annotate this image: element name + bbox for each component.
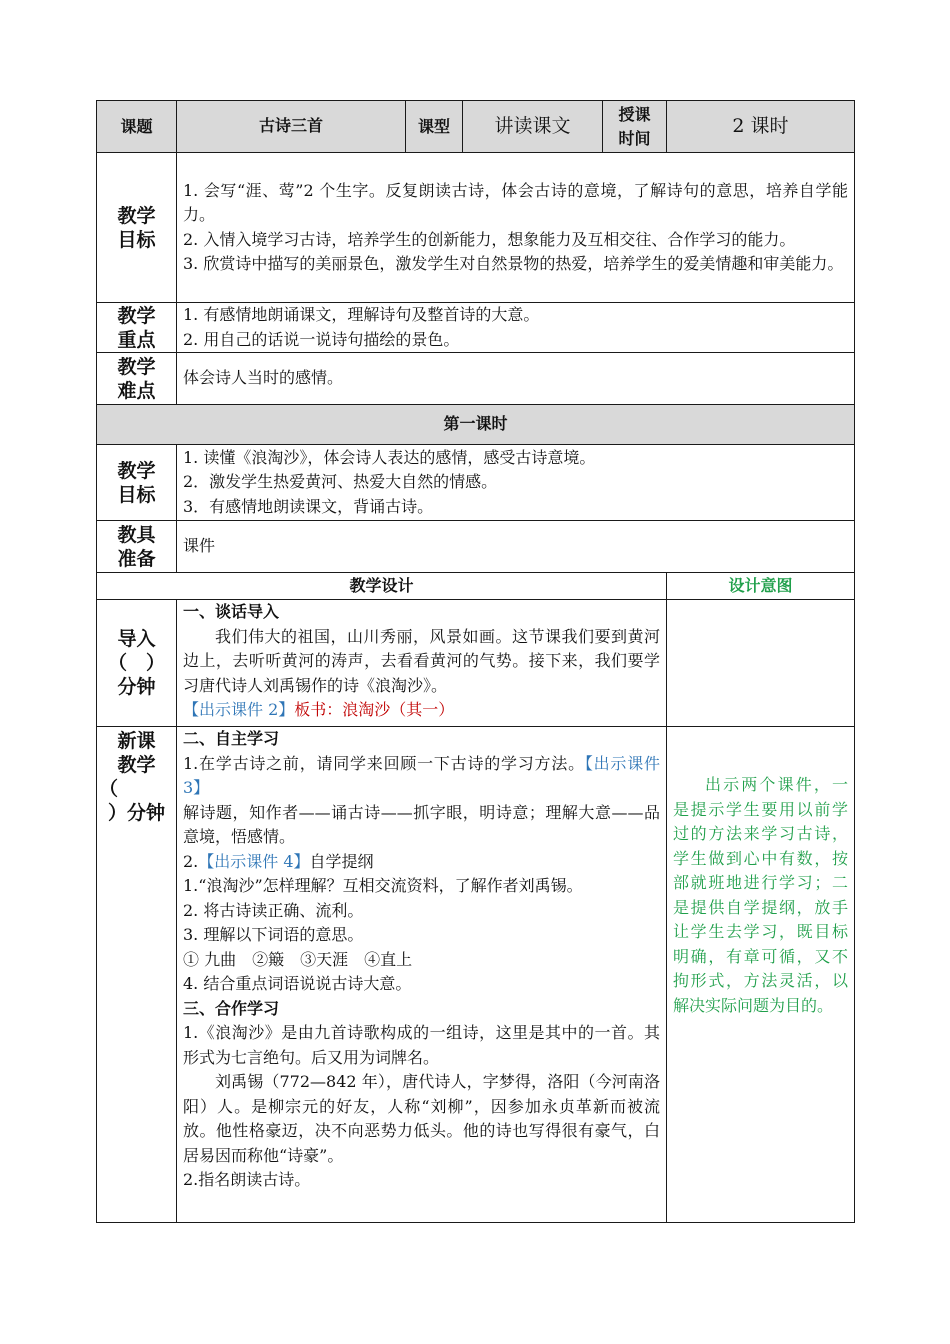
topic-value: 古诗三首: [177, 101, 406, 153]
lesson1-title: 第一课时: [97, 405, 855, 445]
outline-line: [183, 850, 660, 875]
intro-paragraph: 我们伟大的祖国，山川秀丽，风景如画。这节课我们要到黄河边上，去听听黄河的涛声，去看看黄河的气势。接下来，我们要学习唐代诗人刘禹锡作的诗《浪淘沙》。: [183, 626, 660, 695]
tools-row: [97, 521, 855, 573]
lesson-plan-table: [96, 100, 855, 1223]
goal-item: 3. 欣赏诗中描写的美丽景色，激发学生对自然景物的热爱，培养学生的爱美情趣和审美能力。: [183, 254, 844, 273]
time-label: 授课时间: [603, 101, 667, 153]
key-point-item: 1. 有感情地朗诵课文，理解诗句及整首诗的大意。: [183, 305, 540, 324]
tools-value: 课件: [177, 521, 855, 573]
lesson1-title-row: [97, 405, 855, 445]
intro-label-2: （ ）: [107, 652, 165, 674]
courseware-2-tag: 【出示课件 2】: [183, 700, 295, 719]
outline-item: 2. 将古诗读正确、流利。: [183, 900, 364, 920]
design-header: 教学设计: [97, 573, 667, 600]
intro-label-1: 导入: [117, 628, 156, 650]
intro-courseware-line: [183, 698, 660, 723]
design-header-row: [97, 573, 855, 600]
intro-row: [97, 600, 855, 727]
method-steps: 解诗题，知作者——诵古诗——抓字眼，明诗意；理解大意——品意境，悟感情。: [183, 802, 660, 846]
courseware-3-tag: 【出示课件 3】: [183, 753, 660, 797]
goals-content: [177, 153, 855, 303]
goals-label: 教学目标: [97, 153, 177, 303]
key-points-content: [177, 303, 855, 353]
type-label: 课型: [406, 101, 463, 153]
type-value: 讲读课文: [463, 101, 603, 153]
cooperation-item-1: 1.《浪淘沙》是由九首诗歌构成的一组诗，这里是其中的一首。其形式为七言绝句。后又用为词牌名。: [183, 1023, 660, 1067]
key-points-label: 教学重点: [97, 303, 177, 353]
outline-item: 1.“浪淘沙”怎样理解？互相交流资料，了解作者刘禹锡。: [183, 876, 583, 895]
new-lesson-label-2: 教学: [117, 754, 156, 776]
lesson1-goal-item: 1. 读懂《浪淘沙》，体会诗人表达的感情，感受古诗意境。: [183, 447, 596, 467]
goal-item: 1. 会写“涯、莺”2 个生字。反复朗读古诗，体会古诗的意境，了解诗句的意思，培养自学能力。: [183, 180, 848, 224]
courseware-4-tag: 【出示课件 4】: [198, 851, 310, 871]
lesson1-goal-item: 3．有感情地朗读课文，背诵古诗。: [183, 496, 434, 516]
design-purpose: 出示两个课件，一是提示学生要用以前学过的方法来学习古诗，学生做到心中有数，按部就班地进行学习；二是提供自学提纲，放手让学生去学习，既目标明确，有章可循，又不拘形式，方法灵活，以解决实际问题为目的。: [667, 727, 855, 1223]
cooperation-item-2: 2.指名朗读古诗。: [183, 1170, 311, 1189]
difficulty-row: [97, 353, 855, 405]
difficulty-label: 教学难点: [97, 353, 177, 405]
key-point-item: 2. 用自己的话说一说诗句描绘的景色。: [183, 329, 460, 349]
intro-purpose: [667, 600, 855, 727]
lesson1-goals-content: [177, 445, 855, 521]
outline-prefix: 2.: [183, 851, 199, 871]
difficulty-content: 体会诗人当时的感情。: [177, 353, 855, 405]
board-text: 板书：浪淘沙（其一）: [294, 700, 455, 719]
intro-label: [97, 600, 177, 727]
intro-content: [177, 600, 667, 727]
hours-value: 2 课时: [667, 101, 855, 153]
cooperation-heading: 三、合作学习: [183, 998, 280, 1018]
author-bio: 刘禹锡（772—842 年），唐代诗人，字梦得，洛阳（今河南洛阳）人。是柳宗元的好友，人称“刘柳”，因参加永贞革新而被流放。他性格豪迈，决不向恶势力低头。他的诗也写得很有豪气，白居易因而称他“诗豪”。: [183, 1072, 660, 1165]
self-study-heading: 二、自主学习: [183, 729, 280, 748]
intro-label-3: 分钟: [117, 676, 156, 698]
topic-label: 课题: [97, 101, 177, 153]
new-lesson-label-3: （: [99, 778, 119, 800]
new-lesson-label: [97, 727, 177, 1223]
outline-item: ① 九曲 ②簸 ③天涯 ④直上: [183, 949, 413, 969]
new-lesson-label-1: 新课: [117, 730, 156, 752]
review-method-text: 1.在学古诗之前，请同学来回顾一下古诗的学习方法。: [183, 753, 585, 773]
header-row: [97, 101, 855, 153]
intro-heading: 一、谈话导入: [183, 602, 280, 621]
new-lesson-row: [97, 727, 855, 1223]
outline-item: 4. 结合重点词语说说古诗大意。: [183, 974, 412, 993]
new-lesson-label-4: ）分钟: [107, 802, 165, 824]
lesson-plan: [96, 100, 854, 1223]
tools-label: 教具准备: [97, 521, 177, 573]
key-points-row: [97, 303, 855, 353]
review-method-line: [183, 752, 660, 801]
outline-title: 自学提纲: [309, 851, 374, 871]
goal-item: 2. 入情入境学习古诗，培养学生的创新能力，想象能力及互相交往、合作学习的能力。: [183, 229, 796, 249]
purpose-header: 设计意图: [667, 573, 855, 600]
new-lesson-content: [177, 727, 667, 1223]
lesson1-goal-item: 2．激发学生热爱黄河、热爱大自然的情感。: [183, 472, 498, 492]
lesson1-goals-row: [97, 445, 855, 521]
lesson1-goals-label: 教学目标: [97, 445, 177, 521]
outline-item: 3. 理解以下词语的意思。: [183, 925, 364, 944]
goals-row: [97, 153, 855, 303]
